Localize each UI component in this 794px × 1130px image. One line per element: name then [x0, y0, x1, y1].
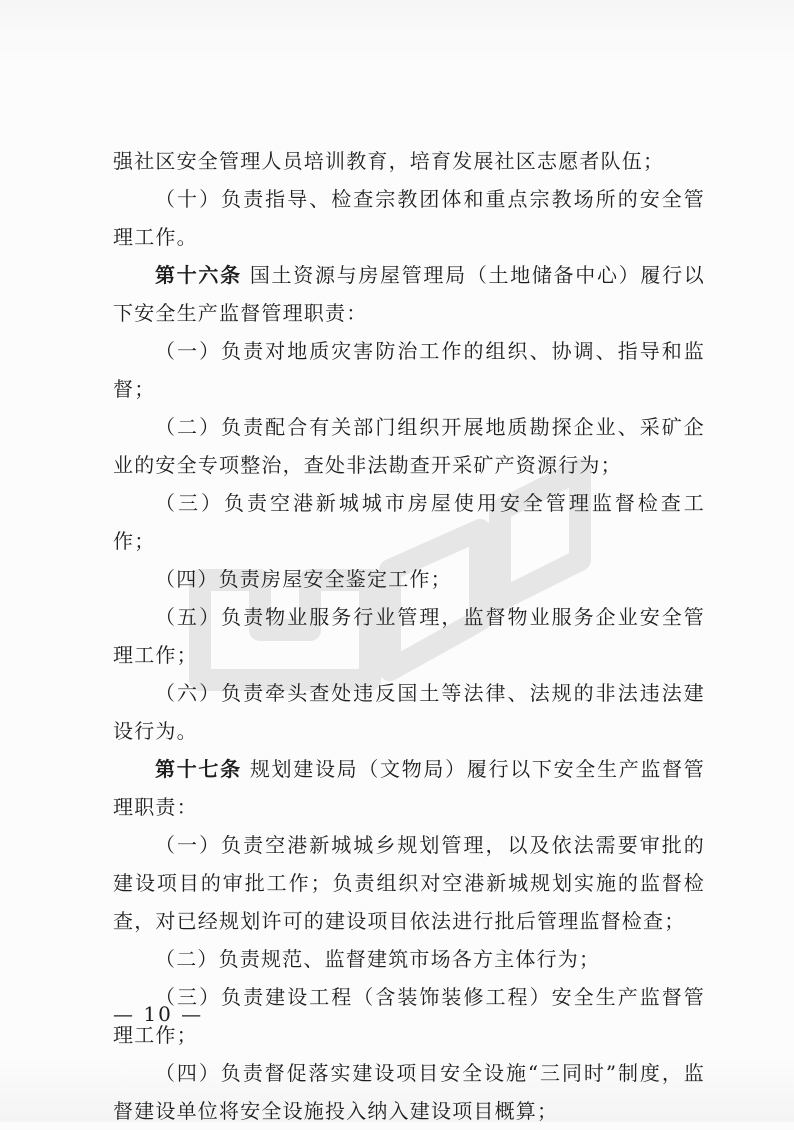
paragraph [113, 826, 705, 940]
paragraph-text: （一）负责对地质灾害防治工作的组织、协调、指导和监督； [113, 339, 705, 401]
paragraph-text: （二）负责配合有关部门组织开展地质勘探企业、采矿企业的安全专项整治，查处非法勘查开采矿产资源行为； [113, 415, 705, 477]
paragraph-text: （三）负责建设工程（含装饰装修工程）安全生产监督管理工作； [113, 985, 705, 1047]
paragraph [113, 674, 705, 750]
article-paragraph [113, 256, 705, 332]
document-body [113, 142, 705, 1130]
article-paragraph [113, 750, 705, 826]
article-label: 第十六条 [155, 263, 242, 287]
paragraph-text: 强社区安全管理人员培训教育，培育发展社区志愿者队伍； [113, 149, 665, 173]
paragraph [113, 142, 705, 180]
paragraph [113, 1054, 705, 1130]
paragraph-text: （四）负责督促落实建设项目安全设施“三同时”制度，监督建设单位将安全设施投入纳入建设项目概算； [113, 1061, 705, 1123]
paragraph-text: （二）负责规范、监督建筑市场各方主体行为； [155, 947, 601, 971]
paragraph-text: （六）负责牵头查处违反国土等法律、法规的非法违法建设行为。 [113, 681, 705, 743]
paragraph [113, 598, 705, 674]
paragraph-text: 国土资源与房屋管理局（土地储备中心）履行以下安全生产监督管理职责： [113, 263, 705, 325]
paragraph-text: （一）负责空港新城城乡规划管理，以及依法需要审批的建设项目的审批工作；负责组织对空港新城规划实施的监督检查，对已经规划许可的建设项目依法进行批后管理监督检查； [113, 833, 705, 933]
paragraph [113, 940, 705, 978]
paragraph [113, 484, 705, 560]
paragraph-text: （四）负责房屋安全鉴定工作； [155, 567, 452, 591]
article-label: 第十七条 [155, 757, 242, 781]
paragraph-text: （三）负责空港新城城市房屋使用安全管理监督检查工作； [113, 491, 705, 553]
paragraph [113, 332, 705, 408]
paragraph-text: （五）负责物业服务行业管理，监督物业服务企业安全管理工作； [113, 605, 705, 667]
paragraph [113, 560, 705, 598]
paragraph [113, 180, 705, 256]
paragraph-text: 规划建设局（文物局）履行以下安全生产监督管理职责： [113, 757, 705, 819]
page-number: — 10 — [113, 1002, 204, 1026]
paragraph [113, 408, 705, 484]
paragraph-text: （十）负责指导、检查宗教团体和重点宗教场所的安全管理工作。 [113, 187, 705, 249]
